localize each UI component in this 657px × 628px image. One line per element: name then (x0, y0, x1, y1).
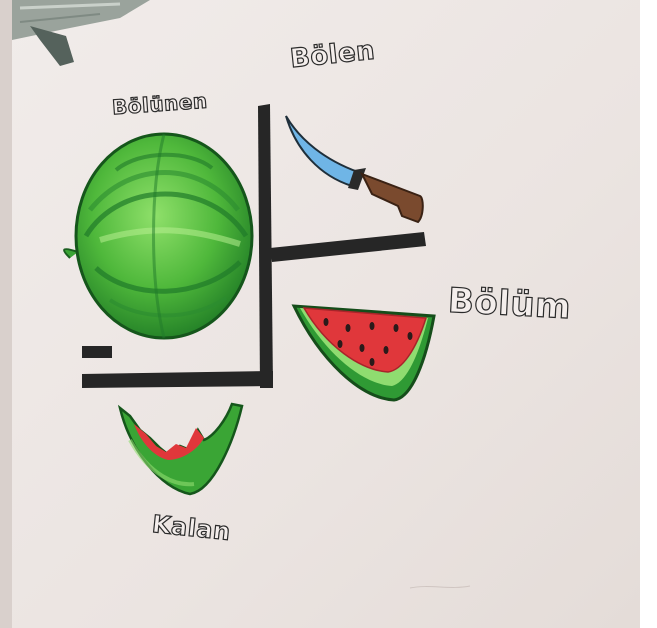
wall-edge (0, 0, 12, 628)
right-strip (640, 0, 657, 628)
label-dividend: Bölünen (111, 88, 209, 120)
label-quotient: Bölüm (447, 280, 573, 328)
label-divisor: Bölen (288, 35, 377, 75)
label-remainder: Kalan (150, 509, 233, 547)
